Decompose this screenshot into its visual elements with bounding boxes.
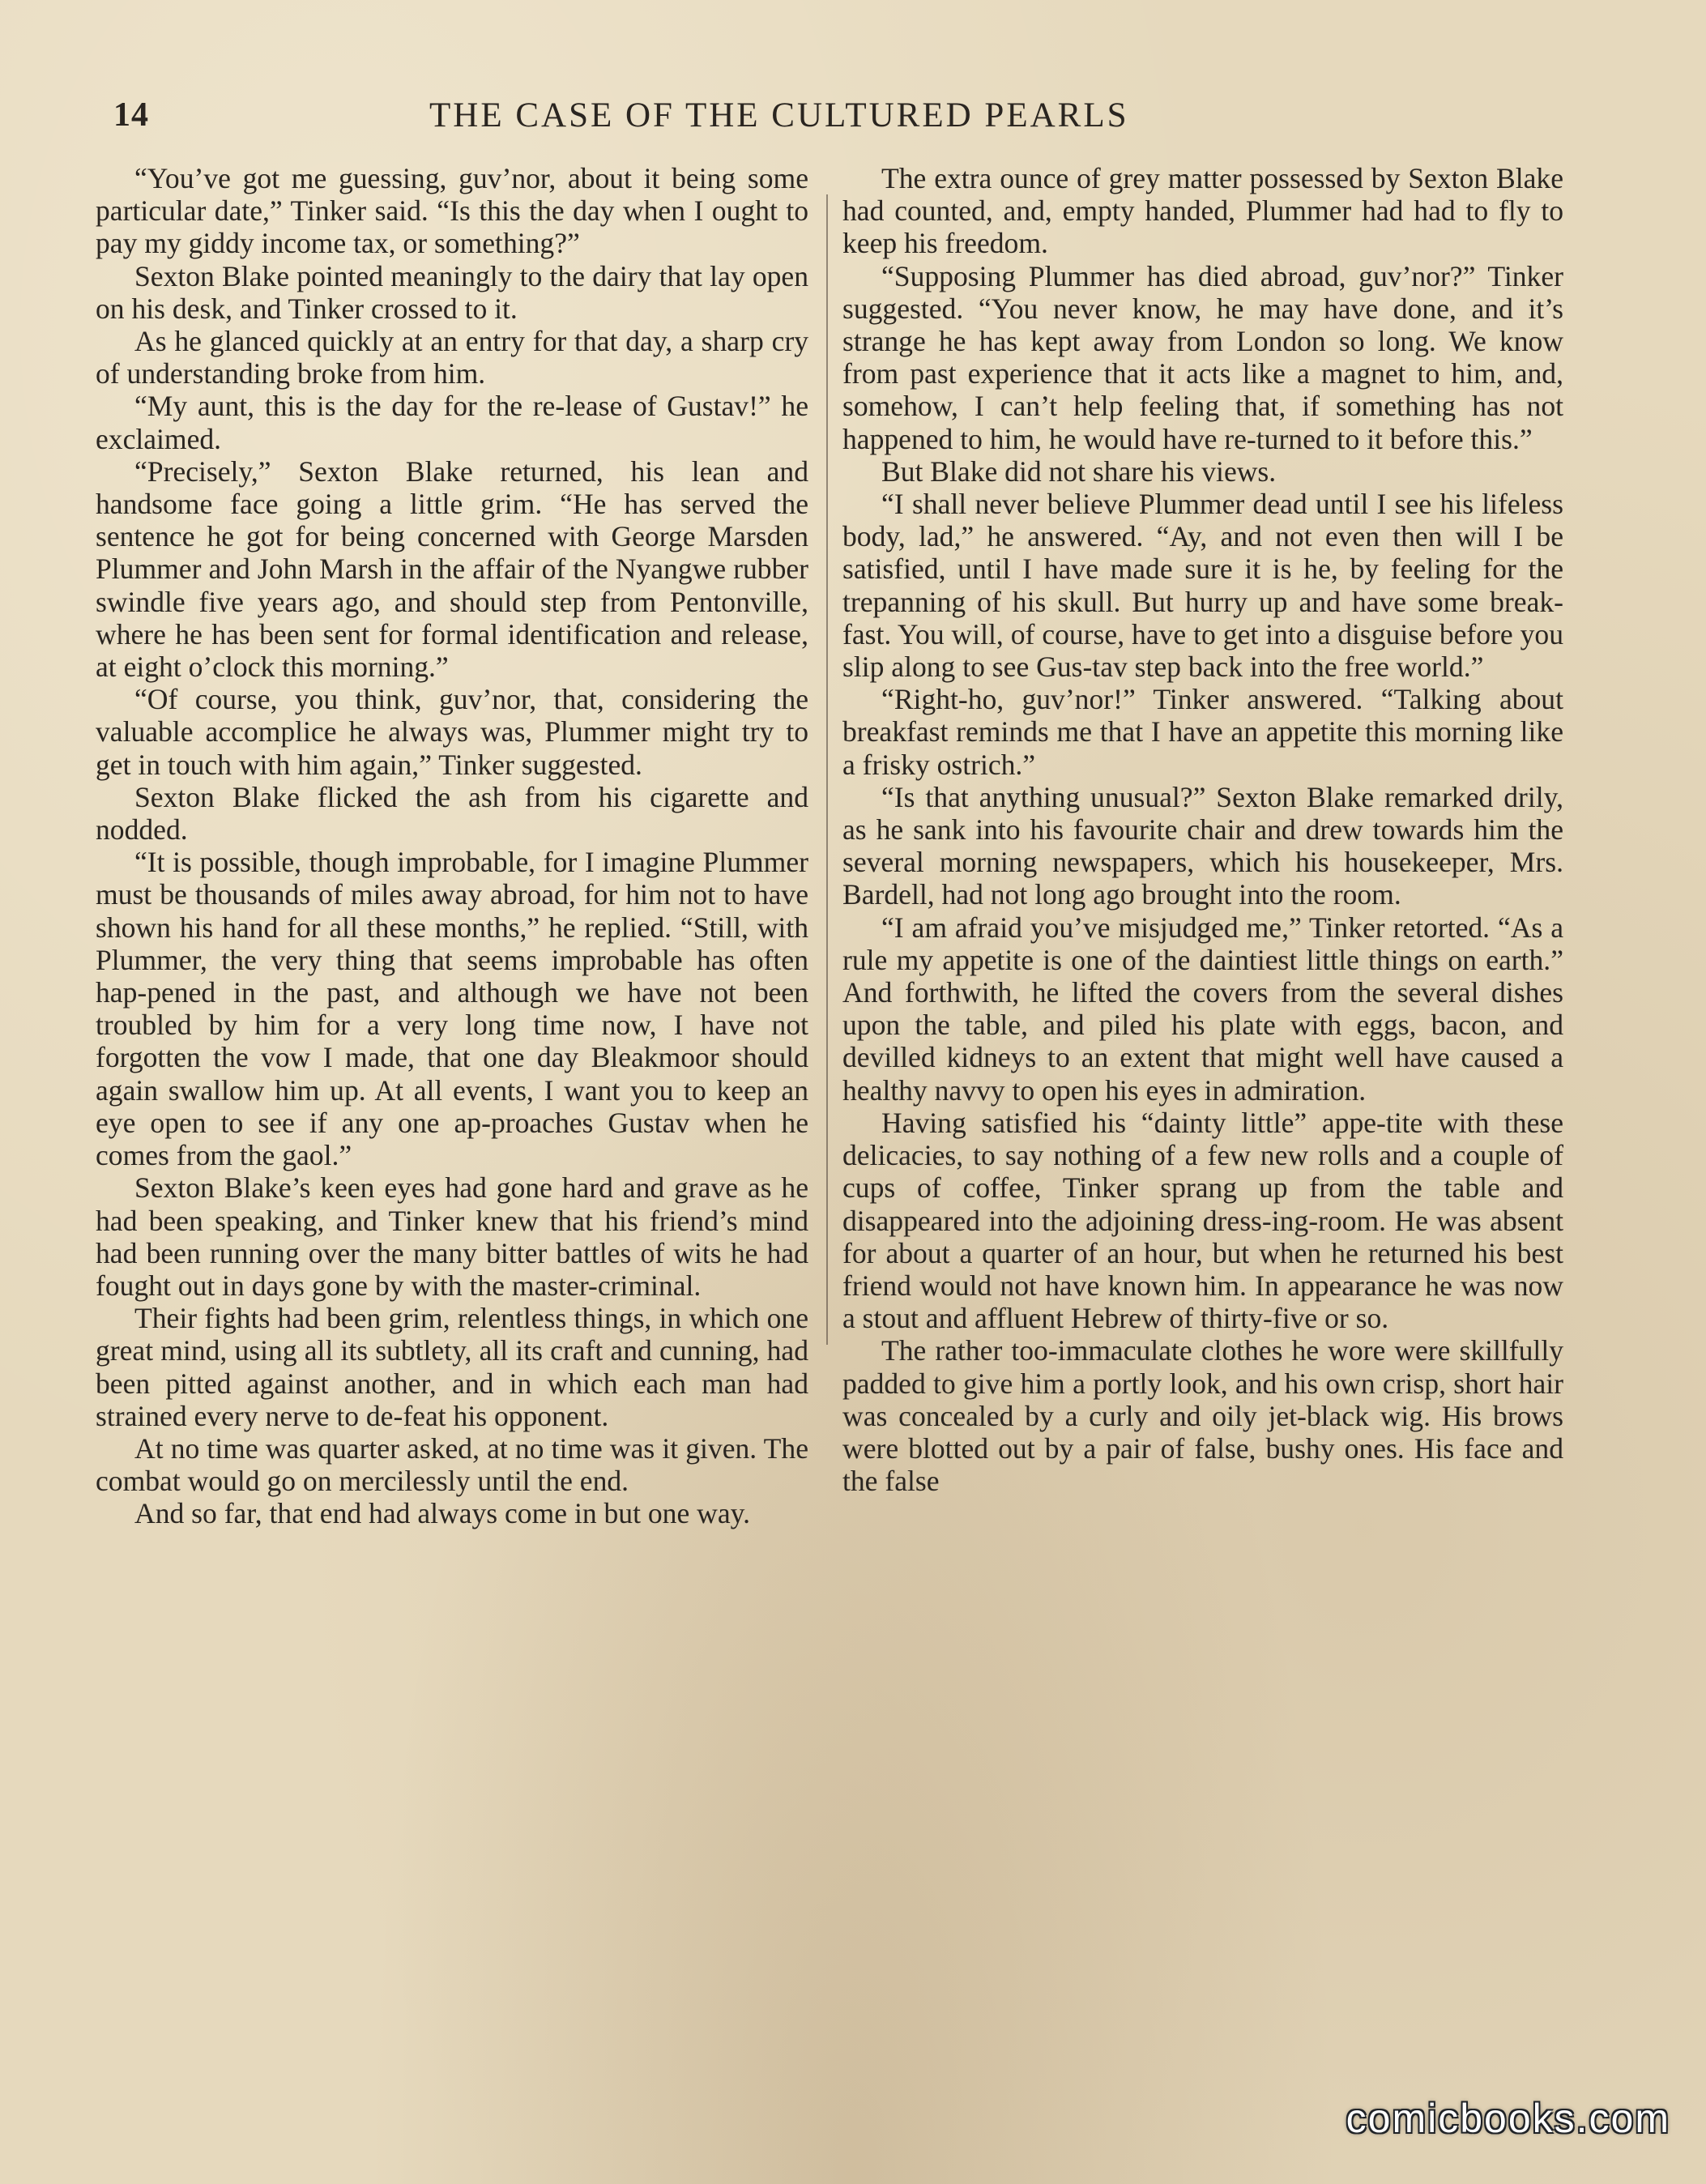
paragraph: Sexton Blake pointed meaningly to the dairy that lay open on his desk, and Tinker crossed to it. bbox=[96, 259, 808, 325]
paragraph: The rather too-immaculate clothes he wore were skillfully padded to give him a portly look, and his own crisp, short hair was concealed by a curly and oily jet-black wig. His brows were blotted out by a pair of false, bushy ones. His face and the false bbox=[842, 1334, 1563, 1498]
watermark-logo: comicbooks.com bbox=[1346, 2096, 1670, 2141]
paragraph: As he glanced quickly at an entry for that day, a sharp cry of understanding broke from him. bbox=[96, 325, 808, 390]
paragraph: At no time was quarter asked, at no time was it given. The combat would go on mercilessly until the end. bbox=[96, 1431, 808, 1498]
paragraph: “I am afraid you’ve misjudged me,” Tinker retorted. “As a rule my appetite is one of the daintiest little things on earth.” And forthwith, he lifted the covers from the several dishes upon the table, and piled his plate with eggs, bacon, and devilled kidneys to an extent that might well have caused a healthy navvy to open his eyes in admiration. bbox=[842, 911, 1563, 1107]
running-title: THE CASE OF THE CULTURED PEARLS bbox=[429, 96, 1129, 134]
paragraph: “Is that anything unusual?” Sexton Blake remarked drily, as he sank into his favourite chair and drew towards him the several morning newspapers, which his housekeeper, Mrs. Bardell, had not long ago brought into the room. bbox=[842, 780, 1563, 911]
right-column bbox=[842, 162, 1563, 1497]
column-divider bbox=[826, 194, 828, 1345]
paragraph: “You’ve got me guessing, guv’nor, about it being some particular date,” Tinker said. “Is this the day when I ought to pay my giddy income tax, or something?” bbox=[96, 162, 808, 260]
left-column bbox=[96, 162, 808, 1530]
page-header bbox=[113, 96, 1596, 152]
paragraph: “Precisely,” Sexton Blake returned, his lean and handsome face going a little grim. “He has served the sentence he got for being concerned with George Marsden Plummer and John Marsh in the affair of the Nyangwe rubber swindle five years ago, and should step from Pentonville, where he has been sent for formal identification and release, at eight o’clock this morning.” bbox=[96, 454, 808, 684]
paragraph: “I shall never believe Plummer dead until I see his lifeless body, lad,” he answered. “Ay, and not even then will I be satisfied, until I have made sure it is he, by feeling for the trepanning of his skull. But hurry up and have some break-fast. You will, of course, have to get into a disguise before you slip along to see Gus-tav step back into the free world.” bbox=[842, 488, 1563, 684]
paragraph: “It is possible, though improbable, for I imagine Plummer must be thousands of miles away abroad, for him not to have shown his hand for all these months,” he replied. “Still, with Plummer, the very thing that seems improbable has often hap-pened in the past, and although we have not been troubled by him for a very long time now, I have not forgotten the vow I made, that one day Bleakmoor should again swallow him up. At all events, I want you to keep an eye open to see if any one ap-proaches Gustav when he comes from the gaol.” bbox=[96, 846, 808, 1172]
page-number: 14 bbox=[113, 96, 149, 134]
paragraph: Sexton Blake’s keen eyes had gone hard and grave as he had been speaking, and Tinker knew that his friend’s mind had been running over the many bitter battles of wits he had fought out in days gone by with the master-criminal. bbox=[96, 1171, 808, 1302]
paragraph: Having satisfied his “dainty little” appe-tite with these delicacies, to say nothing of a few new rolls and a couple of cups of coffee, Tinker sprang up from the table and disappeared into the adjoining dress-ing-room. He was absent for about a quarter of an hour, but when he returned his best friend would not have known him. In appearance he was now a stout and affluent Hebrew of thirty-five or so. bbox=[842, 1106, 1563, 1335]
paragraph: “Supposing Plummer has died abroad, guv’nor?” Tinker suggested. “You never know, he may have done, and it’s strange he has kept away from London so long. We know from past experience that it acts like a magnet to him, and, somehow, I can’t help feeling that, if something has not happened to him, he would have re-turned to it before this.” bbox=[842, 259, 1563, 455]
paragraph: The extra ounce of grey matter possessed by Sexton Blake had counted, and, empty handed, Plummer had had to fly to keep his freedom. bbox=[842, 162, 1563, 260]
paragraph: “My aunt, this is the day for the re-lease of Gustav!” he exclaimed. bbox=[96, 390, 808, 455]
paragraph: And so far, that end had always come in but one way. bbox=[134, 1497, 750, 1530]
paragraph: “Right-ho, guv’nor!” Tinker answered. “Talking about breakfast reminds me that I have an appetite this morning like a frisky ostrich.” bbox=[842, 683, 1563, 781]
paragraph: Their fights had been grim, relentless things, in which one great mind, using all its subtlety, all its craft and cunning, had been pitted against another, and in which each man had strained every nerve to de-feat his opponent. bbox=[96, 1302, 808, 1432]
paragraph: “Of course, you think, guv’nor, that, considering the valuable accomplice he always was, Plummer might try to get in touch with him again,” Tinker suggested. bbox=[96, 683, 808, 781]
paragraph: But Blake did not share his views. bbox=[881, 454, 1277, 488]
paragraph: Sexton Blake flicked the ash from his cigarette and nodded. bbox=[96, 780, 808, 847]
